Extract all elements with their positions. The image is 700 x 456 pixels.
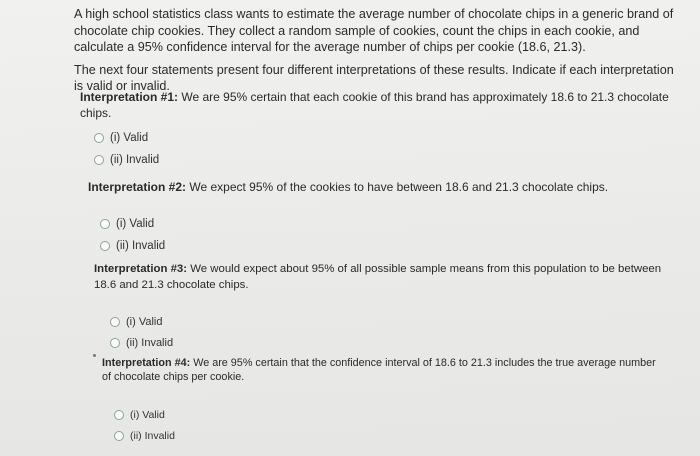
- interpretation-3-invalid-option[interactable]: [110, 337, 173, 349]
- option-label: (ii) Invalid: [116, 240, 166, 252]
- interpretation-1-text: We are 95% certain that each cookie of this brand has approximately 18.6 to 21.3 chocolate chips.: [80, 90, 669, 120]
- interpretation-4-invalid-option[interactable]: [114, 430, 175, 442]
- interpretation-2-text: We expect 95% of the cookies to have between 18.6 and 21.3 chocolate chips.: [189, 180, 609, 194]
- radio-button[interactable]: [114, 410, 124, 420]
- interpretation-3-label: Interpretation #3:: [94, 263, 188, 275]
- interpretation-4-valid-option[interactable]: [114, 409, 165, 421]
- interpretation-4-text: We are 95% certain that the confidence interval of 18.6 to 21.3 includes the true average number of chocolate chips per cookie.: [102, 357, 656, 383]
- instructions-text: The next four statements present four different interpretations of these results. Indicate if each interpretation is valid or invalid.: [74, 62, 674, 93]
- radio-button[interactable]: [94, 133, 104, 143]
- interpretation-2-valid-option[interactable]: [100, 218, 154, 230]
- interpretation-1-valid-option[interactable]: [94, 132, 148, 144]
- option-label: (i) Valid: [126, 316, 163, 328]
- option-label: (i) Valid: [130, 409, 165, 421]
- radio-button[interactable]: [110, 317, 120, 327]
- interpretation-1: [80, 90, 680, 121]
- option-label: (i) Valid: [116, 218, 155, 230]
- radio-button[interactable]: [110, 338, 120, 348]
- interpretation-2-label: Interpretation #2:: [88, 180, 187, 194]
- interpretation-3: [94, 262, 669, 293]
- option-label: (ii) Invalid: [110, 154, 160, 166]
- interpretation-2-invalid-option[interactable]: [100, 240, 165, 252]
- radio-button[interactable]: [100, 241, 110, 251]
- radio-button[interactable]: [114, 431, 124, 441]
- interpretation-3-text: We would expect about 95% of all possible sample means from this population to be between 18.6 and 21.3 chocolate chips.: [94, 263, 662, 291]
- option-label: (ii) Invalid: [126, 337, 174, 349]
- radio-button[interactable]: [100, 219, 110, 229]
- interpretation-3-valid-option[interactable]: [110, 316, 162, 328]
- problem-statement: [74, 6, 684, 95]
- interpretation-4-label: Interpretation #4:: [102, 357, 191, 369]
- radio-button[interactable]: [94, 155, 104, 165]
- problem-text: A high school statistics class wants to estimate the average number of chocolate chips in a generic brand of chocolate chip cookies. They collect a random sample of cookies, count the chips in each cookie, and calculate a 95% confidence interval for the average number of chips per cookie (18.6, 21.3).: [74, 7, 674, 54]
- interpretation-2: [88, 180, 688, 196]
- interpretation-1-invalid-option[interactable]: [94, 154, 159, 166]
- interpretation-1-label: Interpretation #1:: [80, 90, 179, 104]
- bullet-marker: [93, 354, 96, 357]
- option-label: (ii) Invalid: [130, 430, 175, 442]
- option-label: (i) Valid: [110, 132, 149, 144]
- interpretation-4: [102, 356, 662, 384]
